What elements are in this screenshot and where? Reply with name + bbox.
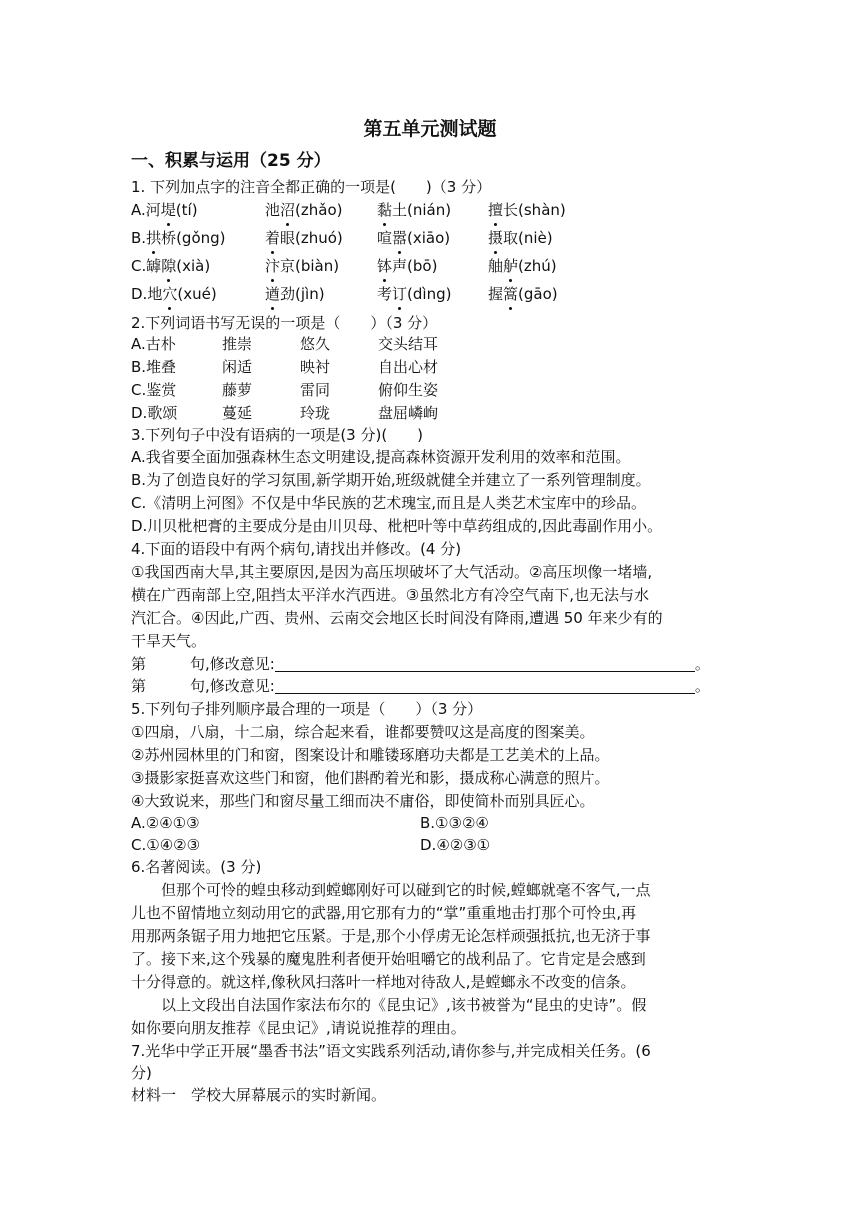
option-text: 土(nián) (392, 201, 452, 219)
q6-passage-line: 十分得意的。就这样,像秋风扫落叶一样地对待敌人,是螳螂永不改变的信条。 (131, 973, 636, 991)
emphasized-character: 钵 (377, 257, 393, 275)
q2-word: 藤萝 (222, 381, 253, 399)
option-text: 长(shàn) (503, 201, 566, 219)
option-text: 声(bō) (392, 257, 438, 275)
q2-word: 盘屈嶙峋 (378, 404, 439, 422)
q4-text-line: ①我国西南大旱,其主要原因,是因为高压坝破坏了大气活动。②高压坝像一堵墙, (131, 563, 653, 581)
revision-blank[interactable] (275, 655, 695, 672)
q5-sentence: ④大致说来，那些门和窗尽量工细而决不庸俗，即使简朴而别具匠心。 (131, 792, 595, 810)
q6-passage-line: 但那个可怜的蝗虫移动到螳螂刚好可以碰到它的时候,螳螂就毫不客气,一点 (161, 881, 651, 899)
q5-sentence: ②苏州园林里的门和窗，图案设计和雕镂琢磨功夫都是工艺美术的上品。 (131, 746, 610, 764)
q6-prompt-line: 以上文段出自法国作家法布尔的《昆虫记》,该书被誉为“昆虫的史诗”。假 (161, 996, 647, 1014)
answer-end: 。 (694, 655, 710, 673)
option-text: (tí) (175, 201, 198, 219)
q5-option-b: B.①③②④ (420, 814, 489, 832)
q2-word: 雷同 (300, 381, 331, 399)
q5-stem: 5.下列句子排列顺序最合理的一项是（ ）（3 分） (131, 700, 483, 718)
option-text: 池 (265, 201, 281, 219)
q1-option-item (131, 283, 217, 305)
emphasized-character: 黏 (377, 201, 393, 219)
q2-word: 闲适 (222, 358, 253, 376)
option-text: (xué) (177, 285, 217, 303)
q2-word: B.堆叠 (131, 358, 177, 376)
option-text: 罅 (146, 257, 162, 275)
q6-stem: 6.名著阅读。(3 分) (131, 858, 262, 876)
q1-option-item (488, 227, 553, 249)
q1-option-item (377, 283, 451, 305)
option-text: 京(biàn) (280, 257, 340, 275)
q1-option-item (131, 255, 210, 277)
emphasized-character: 汴 (265, 257, 281, 275)
section-heading: 一、积累与运用（25 分） (131, 151, 331, 171)
option-text: (xiāo) (407, 229, 451, 247)
option-text: (zhǎo) (295, 201, 343, 219)
q3-stem: 3.下列句子中没有语病的一项是(3 分)( ) (131, 426, 424, 444)
q2-word: 悠久 (300, 335, 331, 353)
emphasized-character: 擅 (488, 201, 504, 219)
q2-word: C.鉴赏 (131, 381, 177, 399)
emphasized-character: 遒 (265, 285, 281, 303)
q1-option-item (377, 199, 451, 221)
q5-sentence: ③摄影家挺喜欢这些门和窗，他们斟酌着光和影，摄成称心满意的照片。 (131, 769, 610, 787)
q7-material-1: 材料一 学校大屏幕展示的实时新闻。 (131, 1086, 387, 1104)
option-text: 地 (147, 285, 163, 303)
q1-option-item (488, 255, 557, 277)
option-text: 考 (377, 285, 393, 303)
q7-stem-cont: 分) (131, 1064, 152, 1082)
q6-passage-line: 了。接下来,这个残暴的魔鬼胜利者便开始咀嚼它的战利品了。它肯定是会感到 (131, 950, 646, 968)
q2-word: 俯仰生姿 (378, 381, 439, 399)
q2-word: 映衬 (300, 358, 331, 376)
q1-option-item (488, 199, 566, 221)
q2-word: 推崇 (222, 335, 253, 353)
emphasized-character: 穴 (162, 285, 178, 303)
option-text: (dìng) (407, 285, 452, 303)
option-text: 眼(zhuó) (280, 229, 343, 247)
option-text: 劲(jìn) (280, 285, 325, 303)
q6-passage-line: 用那两条锯子用力地把它压紧。于是,那个小俘虏无论怎样顽强抵抗,也无济于事 (131, 927, 651, 945)
answer-end: 。 (694, 677, 710, 695)
q2-word: 自出心材 (378, 358, 439, 376)
option-text: 桥(gǒng) (161, 229, 226, 247)
q4-text-line: 干旱天气。 (131, 632, 207, 650)
q7-stem: 7.光华中学正开展“墨香书法”语文实践系列活动,请你参与,并完成相关任务。(6 (131, 1042, 651, 1060)
emphasized-character: 拱 (146, 229, 162, 247)
q1-option-item (265, 199, 343, 221)
q2-stem: 2.下列词语书写无误的一项是（ ）（3 分） (131, 314, 438, 332)
q4-answer-line-2 (131, 675, 710, 697)
q3-option-c: C.《清明上河图》不仅是中华民族的艺术瑰宝,而且是人类艺术宝库中的珍品。 (131, 494, 647, 512)
option-text: 舳 (488, 257, 504, 275)
answer-mid: 句,修改意见: (190, 655, 275, 673)
revision-blank[interactable] (275, 677, 695, 694)
page-title: 第五单元测试题 (363, 118, 497, 140)
q1-option-item (265, 283, 325, 305)
emphasized-character: 嚣 (392, 229, 408, 247)
q3-option-a: A.我省要全面加强森林生态文明建设,提高森林资源开发利用的效率和范围。 (131, 448, 631, 466)
q4-text-line: 汽汇合。④因此,广西、贵州、云南交会地区长时间没有降雨,遭遇 50 年来少有的 (131, 609, 663, 627)
q3-option-d: D.川贝枇杷膏的主要成分是由川贝母、枇杷叶等中草药组成的,因此毒副作用小。 (131, 517, 663, 535)
answer-mid: 句,修改意见: (190, 677, 275, 695)
q1-option-item (377, 227, 450, 249)
q5-option-a: A.②④①③ (131, 814, 200, 832)
option-text: (gāo) (518, 285, 558, 303)
q1-option-item (131, 227, 226, 249)
q1-stem: 1. 下列加点字的注音全都正确的一项是( )（3 分） (131, 178, 492, 196)
q1-option-item (265, 227, 343, 249)
q1-option-item (377, 255, 437, 277)
option-text: 喧 (377, 229, 393, 247)
answer-prefix: 第 (131, 677, 147, 695)
emphasized-character: 着 (265, 229, 281, 247)
option-text: (xià) (176, 257, 211, 275)
emphasized-character: 订 (392, 285, 408, 303)
q6-prompt-line: 如你要向朋友推荐《昆虫记》,请说说推荐的理由。 (131, 1019, 466, 1037)
q3-option-b: B.为了创造良好的学习氛围,新学期开始,班级就健全并建立了一系列管理制度。 (131, 471, 651, 489)
option-letter: A. (131, 201, 146, 219)
q2-word: 交头结耳 (378, 335, 439, 353)
option-text: (zhú) (518, 257, 557, 275)
option-text: 河 (145, 201, 161, 219)
option-letter: C. (131, 257, 147, 275)
q5-sentence: ①四扇，八扇，十二扇，综合起来看，谁都要赞叹这是高度的图案美。 (131, 723, 595, 741)
option-text: 取(niè) (503, 229, 553, 247)
q4-answer-line-1 (131, 653, 710, 675)
q2-word: A.古朴 (131, 335, 176, 353)
emphasized-character: 舻 (503, 257, 519, 275)
option-text: 握 (488, 285, 504, 303)
emphasized-character: 沼 (280, 201, 296, 219)
option-letter: D. (131, 285, 148, 303)
q5-option-d: D.④②③① (420, 836, 491, 854)
q5-option-c: C.①④②③ (131, 836, 201, 854)
q1-option-item (488, 283, 558, 305)
q4-text-line: 横在广西南部上空,阻挡太平洋水汽西进。③虽然北方有冷空气南下,也无法与水 (131, 586, 649, 604)
q2-word: 蔓延 (222, 404, 253, 422)
q1-option-item (131, 199, 198, 221)
q1-option-item (265, 255, 339, 277)
emphasized-character: 篙 (503, 285, 519, 303)
emphasized-character: 摄 (488, 229, 504, 247)
q6-passage-line: 儿也不留情地立刻动用它的武器,用它那有力的“掌”重重地击打那个可怜虫,再 (131, 904, 637, 922)
q4-stem: 4.下面的语段中有两个病句,请找出并修改。(4 分) (131, 540, 462, 558)
emphasized-character: 隙 (161, 257, 177, 275)
option-letter: B. (131, 229, 147, 247)
emphasized-character: 堤 (160, 201, 176, 219)
q2-word: 玲珑 (300, 404, 331, 422)
q2-word: D.歌颂 (131, 404, 178, 422)
answer-prefix: 第 (131, 655, 147, 673)
